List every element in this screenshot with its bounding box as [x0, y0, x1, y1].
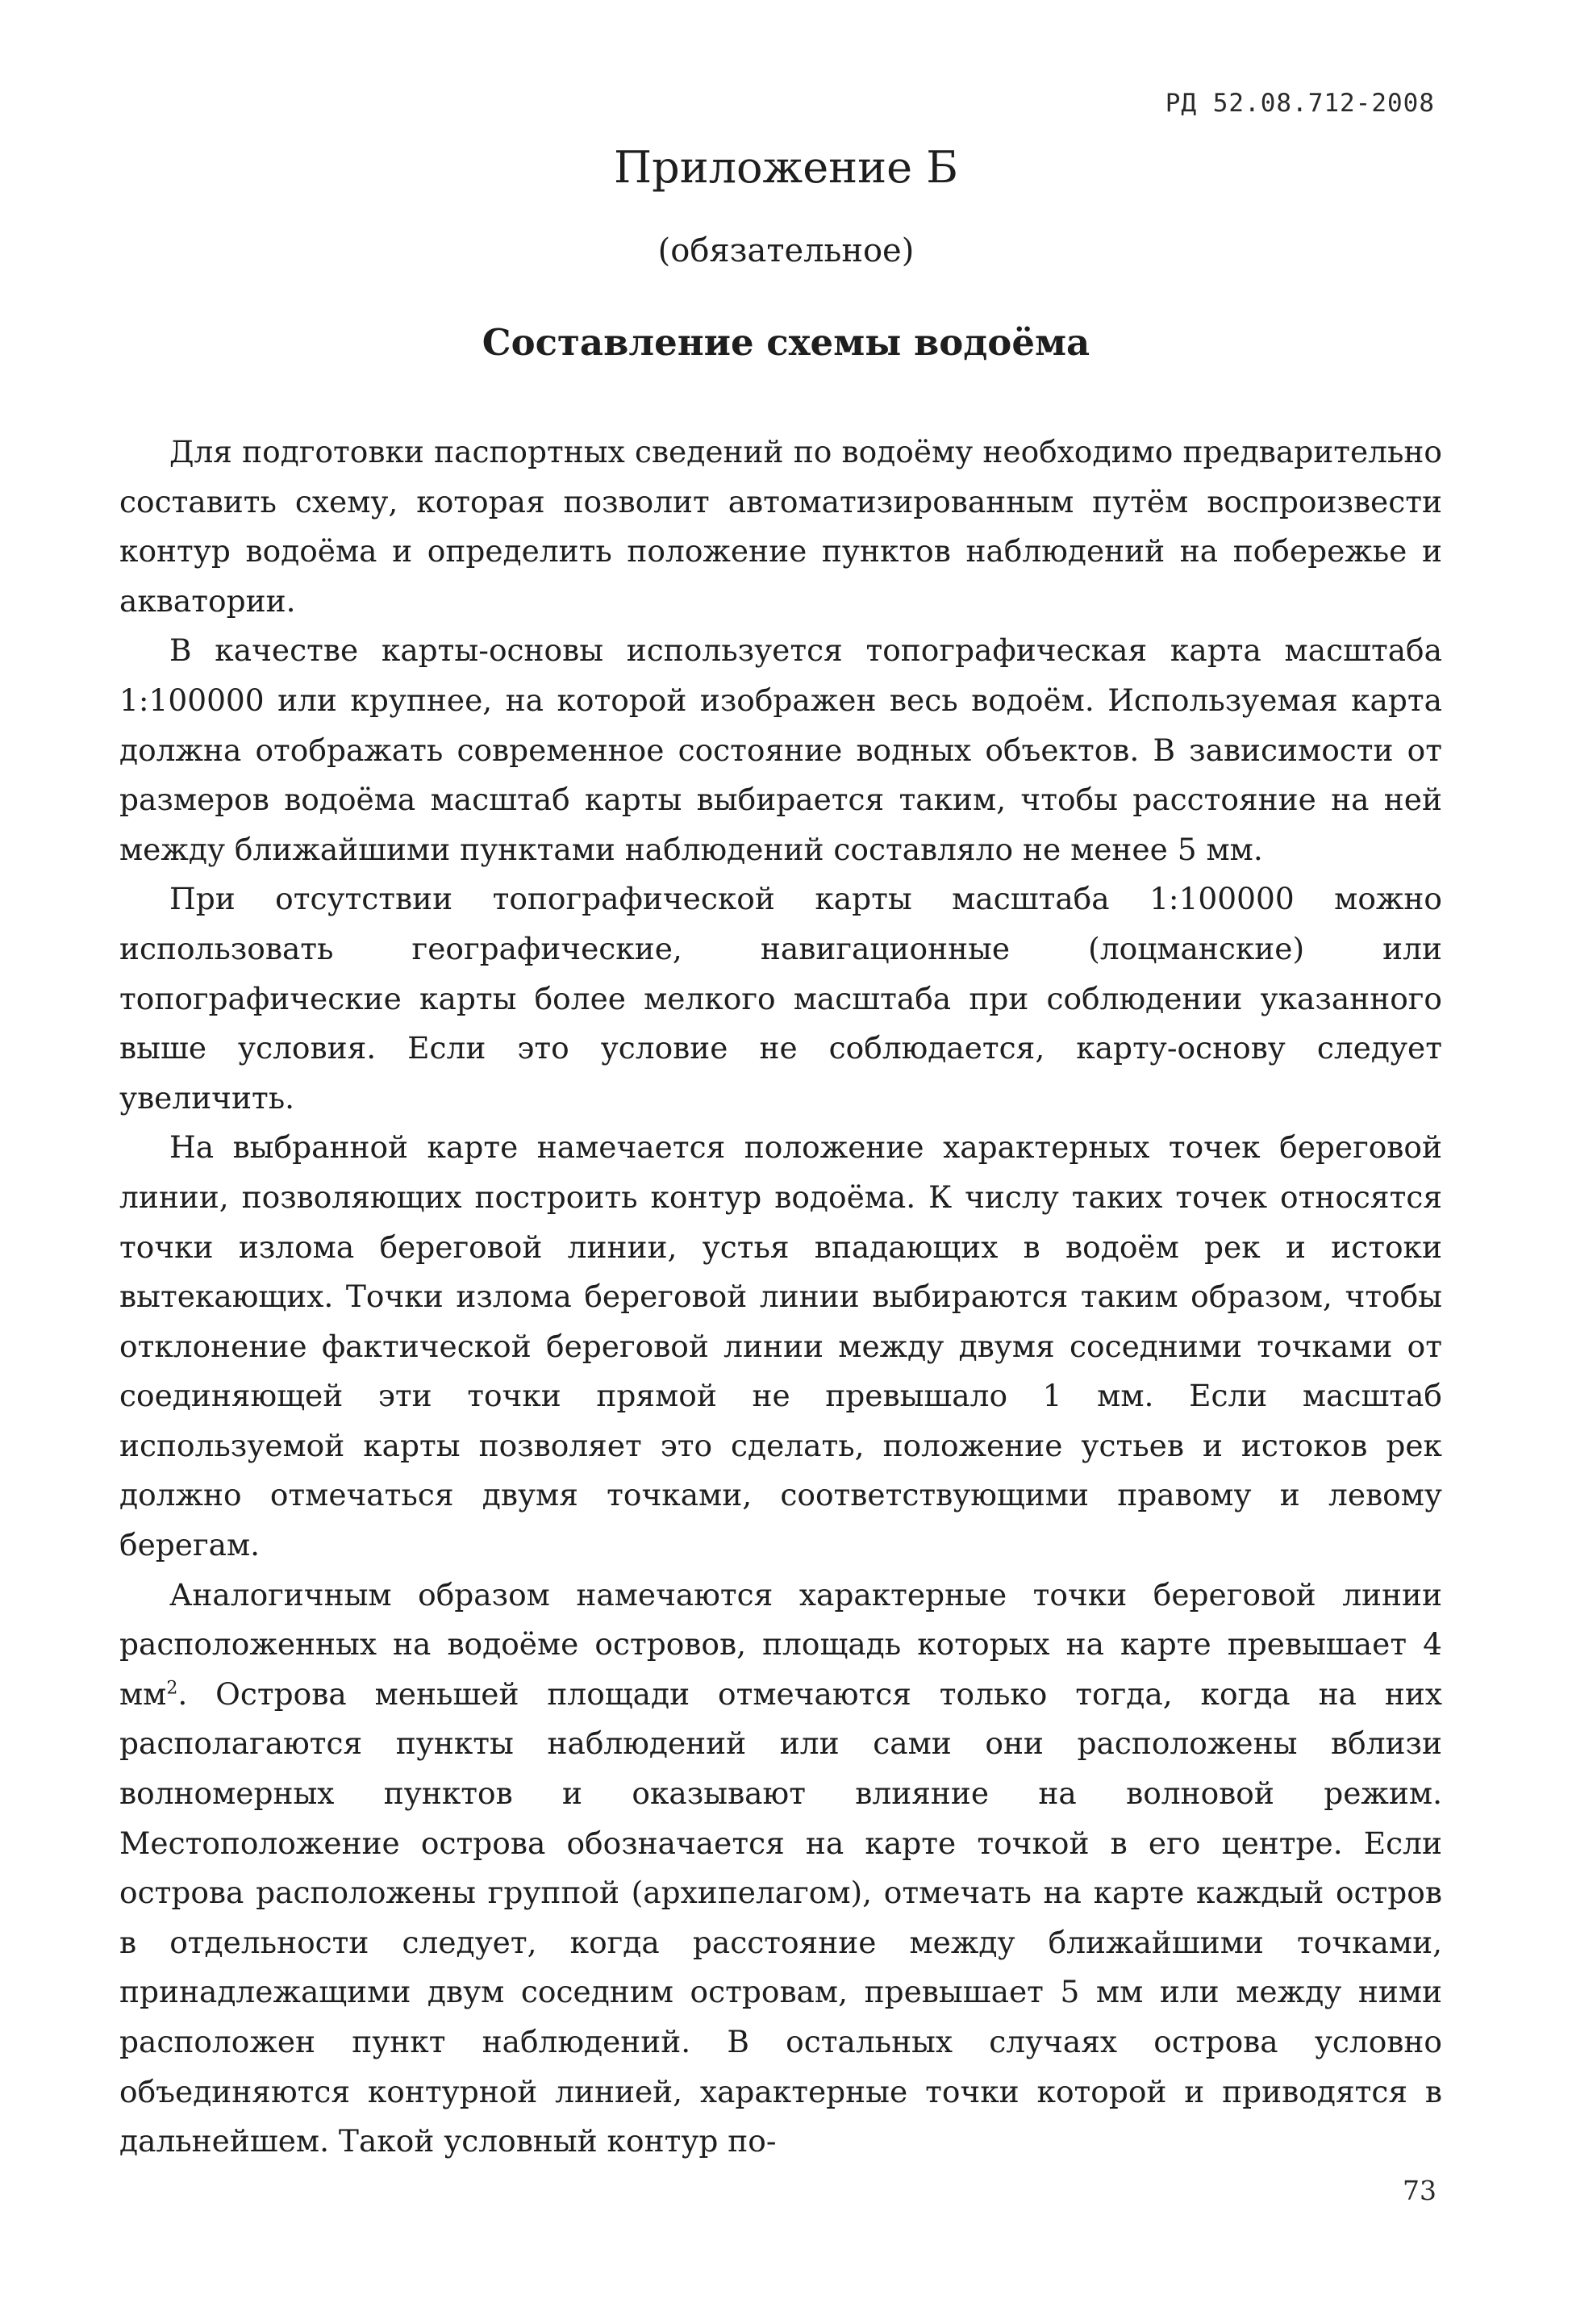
paragraph-1: Для подготовки паспортных сведений по водоёму необходимо предварительно составить схему, которая позволит автоматизированным путём воспроизвести контур водоёма и определить положение пунктов наблюдений на побережье и акватории.	[119, 434, 1442, 619]
superscript-square: 2	[166, 1678, 178, 1699]
paragraph-5-part-2: . Острова меньшей площади отмечаются только тогда, когда на них располагаются пункты наблюдений или сами они расположены вблизи волномерных пунктов и оказывают влияние на волновой режим. Местоположение острова обозначается на карте точкой в его центре. Если острова расположены группой (архипелагом), отмечать на карте каждый остров в отдельности следует, когда расстояние между ближайшими точками, принадлежащими двум соседним островам, превышает 5 мм или между ними расположен пункт наблюдений. В остальных случаях острова условно объединяются контурной линией, характерные точки которой и приводятся в дальнейшем. Такой условный контур по-	[119, 1675, 1442, 2159]
appendix-title: Приложение Б	[614, 142, 958, 193]
paragraph-2: В качестве карты-основы используется топографическая карта масштаба 1:100000 или крупнее, на которой изображен весь водоём. Используемая карта должна отображать современное состояние водных объектов. В зависимости от размеров водоёма масштаб карты выбирается таким, чтобы расстояние на ней между ближайшими пунктами наблюдений составляло не менее 5 мм.	[119, 632, 1442, 867]
paragraph-5	[119, 1571, 1442, 2167]
paragraph-4: На выбранной карте намечается положение характерных точек береговой линии, позволяющих построить контур водоёма. К числу таких точек относятся точки излома береговой линии, устья впадающих в водоём рек и истоки вытекающих. Точки излома береговой линии выбираются таким образом, чтобы отклонение фактической береговой линии между двумя соседними точками от соединяющей эти точки прямой не превышало 1 мм. Если масштаб используемой карты позволяет это сделать, положение устьев и истоков рек должно отмечаться двумя точками, соответствующими правому и левому берегам.	[119, 1129, 1442, 1563]
appendix-subtitle: (обязательное)	[657, 232, 915, 269]
page-number: 73	[1403, 2175, 1436, 2206]
document-code: РД 52.08.712-2008	[1165, 89, 1435, 118]
paragraph-5-part-1: Аналогичным образом намечаются характерные точки береговой линии расположенных на водоёме островов, площадь которых на карте превышает 4 мм	[119, 1576, 1442, 1712]
section-title: Составление схемы водоёма	[482, 321, 1090, 364]
body-text	[119, 428, 1442, 2167]
paragraph-3: При отсутствии топографической карты масштаба 1:100000 можно использовать географические, навигационные (лоцманские) или топографические карты более мелкого масштаба при соблюдении указанного выше условия. Если это условие не соблюдается, карту-основу следует увеличить.	[119, 881, 1442, 1116]
